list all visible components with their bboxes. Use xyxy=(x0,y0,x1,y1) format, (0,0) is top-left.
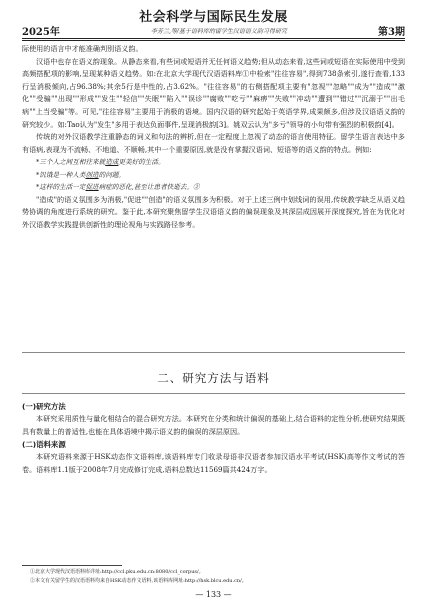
example-2-underlined: 创造 xyxy=(85,170,99,179)
example-2-text: *饥饿是一种人类 xyxy=(36,170,86,179)
body-text-lower xyxy=(22,400,405,476)
subheading-corpus-source: (二)语料来源 xyxy=(22,440,66,450)
example-1-tail: 更美好的生活。 xyxy=(118,158,165,167)
example-3-underlined: 促进 xyxy=(85,183,99,192)
running-header xyxy=(22,23,405,37)
footnote-2: ②本文有关留学生的汉语语料均来自HSK动态作文语料,该语料库网址:http://hsk.blcu.edu.cn/。 xyxy=(30,578,247,584)
example-3-text: *这样的生活一定 xyxy=(36,183,86,192)
paragraph-traditional-teaching: 传统的对外汉语教学注重静态的词义和句法的辨析,但在一定程度上忽视了动态的语言使用特征。留学生语言表达中多有语病,表现为不流畅、不地道、不顺畅,其中一个重要原因,就是没有掌握汉语词、短语等的语义韵的特点。例如: xyxy=(22,132,405,154)
example-sentence-1 xyxy=(22,156,405,168)
paragraph-method: 本研究采用质性与量化相结合的混合研究方法。本研究在分类和统计偏误的基础上,结合语料的定性分析,使研究结果既具有数量上的普适性,也能在具体语境中揭示语义韵的偏误的深层原因。 xyxy=(22,414,405,436)
paragraph-semantic-prosody: 汉语中也存在语义韵现象。从静态来看,有些词或短语并无任何语义趋势;但从动态来看,这些词或短语在实际使用中受到高频搭配项的影响,呈现某种语义趋势。如:在北京大学现代汉语语料库①中检索"往往容易",得到738条索引,遂行查看,133行呈消极倾向,占96.38%;其余5行是中性的,占3.62%。"往往容易"的右侧搭配项主要有"忽视""忽略""成为""造成""激化""受骗""出现""形成""发生""轻信""失眠""陷入""误诊""腐败""吃亏""麻痹""失败""冲动""遭到""错过""沉溺于""出毛病""上当受骗"等。可见,"往往容易"主要用于消极的语境。国内汉语的研究起始于英语学界,成果颇多,但涉及汉语语义韵的研究较少。如:Tao认为"发生"多用于表达负面事件,呈现消极韵[3]。姚双云认为"多亏"领导的小句带有强烈的积极韵[4]。 xyxy=(22,56,405,129)
running-title: 李芳兰,等/基于语料库的留学生汉语语义韵习得研究 xyxy=(150,27,287,35)
paragraph-research-focus: "造成"的语义氛围多为消极,"促进""创造"的语义氛围多为积极。对于上述三例中划线词的误用,传统教学缺乏从语义趋势协调的角度进行系统的研究。鉴于此,本研究聚焦留学生汉语语义韵的偏误现象及其深层成因展开深度探究,旨在为优化对外汉语教学实践提供创新性的理论视角与实践路径参考。 xyxy=(22,194,405,229)
example-1-underlined: 造成 xyxy=(105,158,119,167)
example-2-tail: 的问题。 xyxy=(98,170,126,179)
paragraph-continued: 际使用的语言中才能准确判别语义韵。 xyxy=(22,44,143,53)
header-rule xyxy=(22,38,405,39)
example-sentence-3 xyxy=(22,181,405,193)
example-3-tail: 病症的恶化,甚至让患者快逝去。② xyxy=(98,183,200,192)
paragraph-corpus: 本研究语料来源于HSK动态作文语料库,该语料库专门收录母语非汉语者参加汉语水平考试(HSK)高等作文考试的答卷。语料库1.1版于2008年7月完成修订完成,语料总数达11569篇共424万字。 xyxy=(22,452,405,474)
journal-title: 社会科学与国际民生发展 xyxy=(139,10,288,25)
subheading-research-method: (一)研究方法 xyxy=(22,402,66,411)
footnote-rule xyxy=(22,565,122,566)
body-text-upper xyxy=(22,43,405,231)
section-rule-bottom xyxy=(22,393,405,394)
page-number: — 133 — xyxy=(195,590,232,599)
section-rule-top xyxy=(22,352,405,353)
header-rule-thin xyxy=(22,40,405,41)
example-sentence-2 xyxy=(22,169,405,181)
example-1-text: *三个人之间互相往来就 xyxy=(36,158,106,167)
issue-label: 第3期 xyxy=(378,26,405,38)
footnote-1: ①北京大学现代汉语语料库详址:http://ccl.pku.edu.cn:8080/ccl_corpus/。 xyxy=(30,569,204,575)
section-title: 二、研究方法与语料 xyxy=(157,371,270,385)
year-label: 2025年 xyxy=(22,26,60,38)
